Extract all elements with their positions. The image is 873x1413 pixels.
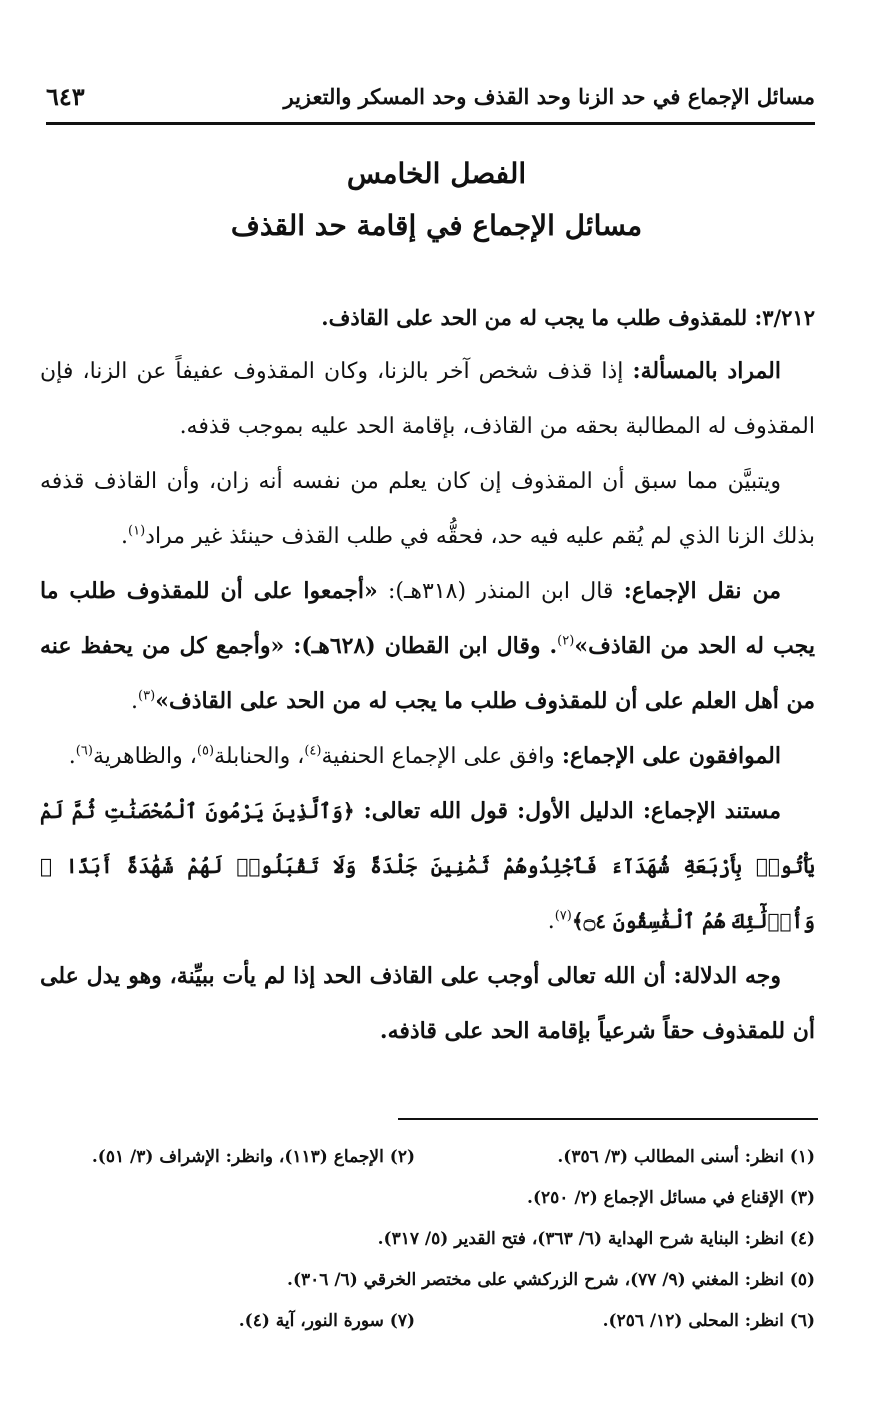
chapter-title: الفصل الخامس xyxy=(346,157,527,190)
lead-consensus: من نقل الإجماع: xyxy=(623,578,781,604)
footnote-2: (٢) الإجماع (١١٣)، وانظر: الإشراف (٣/ ٥١). xyxy=(91,1146,415,1167)
consensus-text-2: . وقال ابن القطان (٦٢٨هـ): xyxy=(284,633,558,659)
footnote-ref-7[interactable]: (٧) xyxy=(554,908,572,924)
footnote-row xyxy=(40,1136,815,1177)
lead-meaning: المراد بالمسألة: xyxy=(632,358,781,384)
footnote-ref-2[interactable]: (٢) xyxy=(557,633,575,649)
footnote-ref-3[interactable]: (٣) xyxy=(138,688,156,704)
footnote-ref-4[interactable]: (٤) xyxy=(304,743,322,759)
footnote-7: (٧) سورة النور، آية (٤). xyxy=(238,1310,415,1331)
running-header xyxy=(46,72,815,120)
footnotes xyxy=(40,1136,815,1341)
evidence-text: أن الله تعالى أوجب على القاذف الحد إذا لم يأت ببيِّنة، وهو يدل على أن للمقذوف حقاً شرعياً بإقامة الحد على قاذفه. xyxy=(40,963,815,1044)
agree-text-3: ، والظاهرية xyxy=(92,744,197,769)
header-rule xyxy=(46,122,815,125)
running-title: مسائل الإجماع في حد الزنا وحد القذف وحد المسكر والتعزير xyxy=(283,83,815,109)
footnote-separator xyxy=(398,1118,818,1120)
agree-text-1: وافق على الإجماع الحنفية xyxy=(321,744,562,769)
clarify-text: ويتبيَّن مما سبق أن المقذوف إن كان يعلم من نفسه أنه زان، وأن القاذف قذفه بذلك الزنا الذي لم يُقم عليه فيه حد، فحقُّه في طلب القذف حينئذ غير مراد xyxy=(40,469,815,549)
paragraph-clarification xyxy=(40,454,815,564)
lead-evidence: وجه الدلالة: xyxy=(673,963,781,989)
footnote-ref-6[interactable]: (٦) xyxy=(75,743,93,759)
paragraph-basis xyxy=(40,784,815,949)
lead-agreement: الموافقون على الإجماع: xyxy=(561,743,781,769)
agree-text-2: ، والحنابلة xyxy=(214,744,305,769)
footnote-1: (١) انظر: أسنى المطالب (٣/ ٣٥٦). xyxy=(557,1146,815,1167)
paragraph-meaning xyxy=(40,344,815,454)
consensus-quote-1: «أجمعوا على أن للمقذوف طلب ما يجب له الحد من القاذف» xyxy=(40,578,815,659)
footnote-ref-5[interactable]: (٥) xyxy=(196,743,215,759)
issue-heading: ٣/٢١٢: للمقذوف طلب ما يجب له من الحد على القاذف. xyxy=(321,305,815,330)
consensus-text-1: قال ابن المنذر (٣١٨هـ): xyxy=(377,579,624,604)
clarify-end: . xyxy=(121,524,129,549)
consensus-quote-2: «وأجمع كل من يحفظ عنه من أهل العلم على أن للمقذوف طلب ما يجب له من الحد على القاذف» xyxy=(40,633,815,714)
chapter-subtitle: مسائل الإجماع في إقامة حد القذف xyxy=(230,209,643,242)
footnote-5: (٥) انظر: المغني (٩/ ٧٧)، شرح الزركشي على مختصر الخرقي (٦/ ٣٠٦). xyxy=(287,1269,815,1290)
paragraph-consensus xyxy=(40,564,815,729)
quran-verse: ﴿وَٱلَّذِينَ يَرْمُونَ ٱلْمُحْصَنَٰتِ ثُمَّ لَمْ يَأْتُوا۟ بِأَرْبَعَةِ شُهَدَآءَ فَٱجْلِدُوهُمْ ثَمَٰنِينَ جَلْدَةً وَلَا تَقْبَلُوا۟ لَهُمْ شَهَٰدَةً أَبَدًا ۚ وَأُو۟لَٰٓئِكَ هُمُ ٱلْفَٰسِقُونَ ۝٤﴾ xyxy=(40,799,815,933)
footnote-row xyxy=(40,1259,815,1300)
paragraph-evidence xyxy=(40,949,815,1059)
main-text xyxy=(40,292,815,1059)
footnote-6: (٦) انظر: المحلى (١٢/ ٢٥٦). xyxy=(602,1310,815,1331)
chapter-heading xyxy=(40,148,833,252)
footnote-row xyxy=(40,1177,815,1218)
agree-end: . xyxy=(68,744,76,769)
paragraph-agreement xyxy=(40,729,815,784)
footnote-4: (٤) انظر: البناية شرح الهداية (٦/ ٣٦٣)، فتح القدير (٥/ ٣١٧). xyxy=(377,1228,815,1249)
footnote-ref-1[interactable]: (١) xyxy=(128,523,146,539)
consensus-end: . xyxy=(131,689,139,714)
footnote-row xyxy=(40,1300,815,1341)
page-number: ٦٤٣ xyxy=(46,81,85,111)
lead-basis: مستند الإجماع: الدليل الأول: xyxy=(517,798,781,824)
footnote-row xyxy=(40,1218,815,1259)
basis-end: . xyxy=(547,909,555,934)
footnote-3: (٣) الإقناع في مسائل الإجماع (٢/ ٢٥٠). xyxy=(527,1187,815,1208)
basis-text: قول الله تعالى: xyxy=(354,798,518,824)
meaning-text: إذا قذف شخص آخر بالزنا، وكان المقذوف عفيفاً عن الزنا، فإن المقذوف له المطالبة بحقه من القاذف، بإقامة الحد عليه بموجب قذفه. xyxy=(40,359,815,439)
